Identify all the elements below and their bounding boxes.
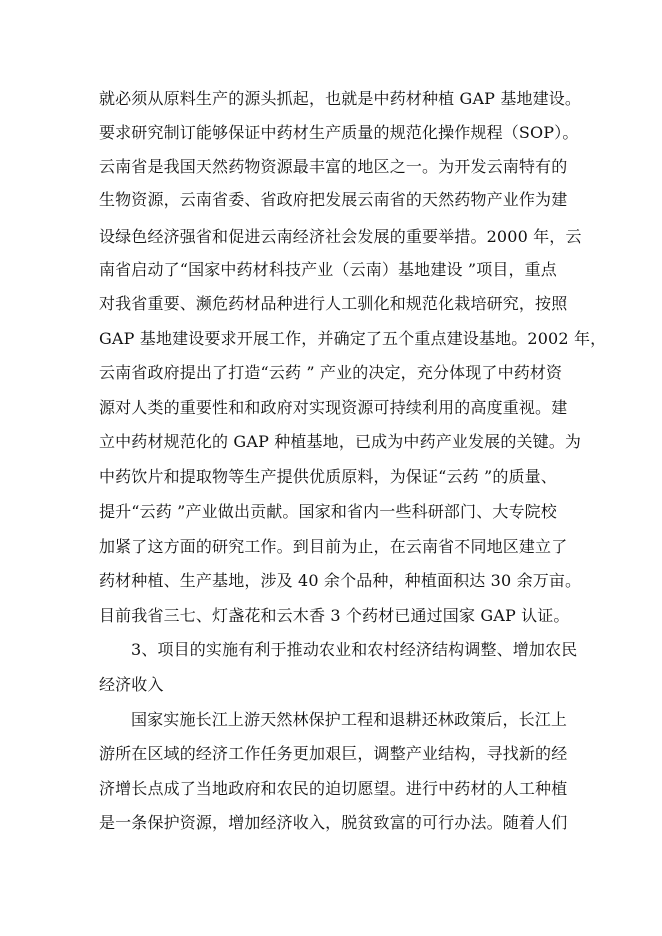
text-line: 加紧了这方面的研究工作。到目前为止，在云南省不同地区建立了: [99, 537, 568, 556]
text-line: 药材种植、生产基地，涉及 40 余个品种，种植面积达 30 余万亩。: [99, 571, 582, 590]
text-line: 济增长点成了当地政府和农民的迫切愿望。进行中药材的人工种植: [99, 779, 568, 798]
text-line: 云南省是我国天然药物资源最丰富的地区之一。为开发云南特有的: [99, 157, 568, 176]
text-line: 对我省重要、濒危药材品种进行人工驯化和规范化栽培研究，按照: [99, 294, 568, 313]
text-line: 立中药材规范化的 GAP 种植基地，已成为中药产业发展的关键。为: [99, 432, 582, 451]
text-line: 国家实施长江上游天然林保护工程和退耕还林政策后，长江上: [131, 710, 568, 729]
text-line: 就必须从原料生产的源头抓起，也就是中药材种植 GAP 基地建设。: [99, 89, 582, 108]
text-line: 是一条保护资源，增加经济收入，脱贫致富的可行办法。随着人们: [99, 813, 568, 832]
text-line: 游所在区域的经济工作任务更加艰巨，调整产业结构，寻找新的经: [99, 744, 568, 763]
text-line: 目前我省三七、灯盏花和云木香 3 个药材已通过国家 GAP 认证。: [99, 606, 570, 625]
text-line: 生物资源，云南省委、省政府把发展云南省的天然药物产业作为建: [99, 190, 568, 209]
section-heading: 3、项目的实施有利于推动农业和农村经济结构调整、增加农民: [131, 640, 578, 659]
text-line: 云南省政府提出了打造“云药 ” 产业的决定，充分体现了中药材资: [99, 363, 563, 382]
text-line: 要求研究制订能够保证中药材生产质量的规范化操作规程（SOP）。: [99, 123, 579, 142]
section-heading-continuation: 经济收入: [99, 675, 164, 694]
text-line: 设绿色经济强省和促进云南经济社会发展的重要举措。2000 年，云: [99, 227, 582, 246]
text-line: 源对人类的重要性和和政府对实现资源可持续利用的高度重视。建: [99, 398, 568, 417]
text-line: 中药饮片和提取物等生产提供优质原料，为保证“云药 ”的质量、: [99, 467, 557, 486]
text-line: 南省启动了“国家中药材科技产业（云南）基地建设 ”项目，重点: [99, 260, 557, 279]
text-line: GAP 基地建设要求开展工作，并确定了五个重点建设基地。2002 年，: [99, 329, 607, 348]
text-line: 提升“云药 ”产业做出贡献。国家和省内一些科研部门、大专院校: [99, 502, 557, 521]
